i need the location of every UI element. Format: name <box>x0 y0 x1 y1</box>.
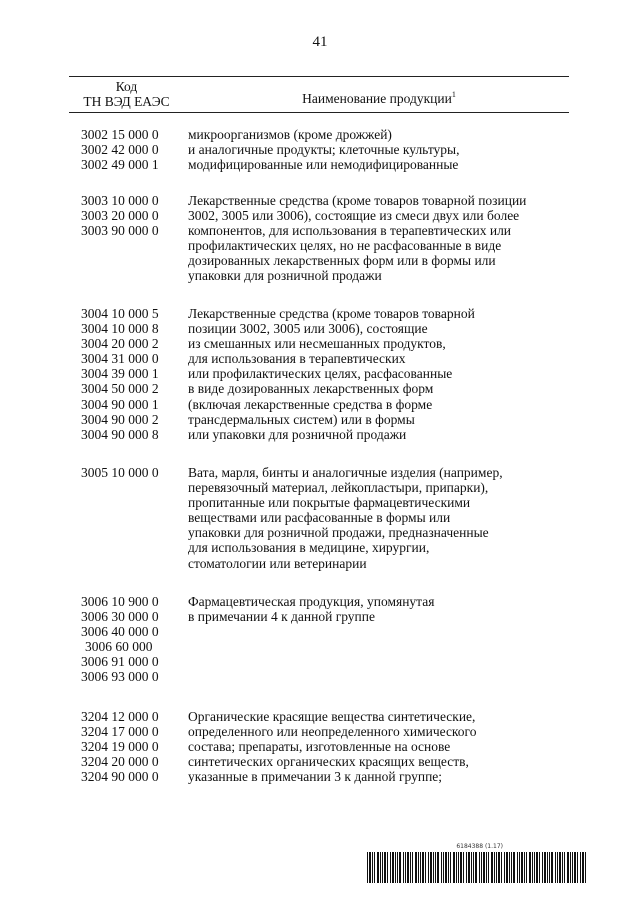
barcode-bar <box>574 852 576 883</box>
code-list <box>81 594 176 685</box>
description-line: Лекарственные средства (кроме товаров товарной <box>188 306 475 321</box>
barcode-bar <box>415 852 417 883</box>
tnved-code: 3204 90 000 0 <box>81 769 159 785</box>
barcode-bar <box>420 852 421 883</box>
description-line: в виде дозированных лекарственных форм <box>188 381 434 397</box>
barcode-bar <box>387 852 388 883</box>
description-line: в примечании 4 к данной группе <box>188 609 375 625</box>
description-line: компонентов, для использования в терапевтических или <box>188 223 512 239</box>
tnved-code: 3005 10 000 0 <box>81 465 159 480</box>
description-line: (включая лекарственные средства в форме <box>188 396 433 412</box>
code-list <box>81 465 176 480</box>
barcode-bar <box>486 852 487 883</box>
barcode-bar <box>539 852 540 883</box>
barcode-bar <box>382 852 383 883</box>
barcode-bar <box>443 852 444 883</box>
description-line: упаковки для розничной продажи, предназначенные <box>188 525 489 541</box>
description-line: и аналогичные продукты; клеточные культуры, <box>188 142 460 158</box>
barcode-bar <box>418 852 419 883</box>
tnved-code: 3204 17 000 0 <box>81 724 159 740</box>
barcode-bar <box>392 852 394 883</box>
barcode-bar <box>542 852 543 883</box>
code-list <box>81 306 176 442</box>
description-line: синтетических органических красящих веществ, <box>188 754 469 770</box>
tnved-code: 3004 10 000 8 <box>81 321 159 337</box>
barcode-bar <box>567 852 569 883</box>
tnved-code: 3003 20 000 0 <box>81 208 159 224</box>
barcode-bar <box>488 852 489 883</box>
barcode-bar <box>562 852 563 883</box>
tnved-code: 3004 31 000 0 <box>81 351 159 367</box>
description-line: позиции 3002, 3005 или 3006), состоящие <box>188 321 428 337</box>
barcode-bar <box>481 852 482 883</box>
code-list <box>81 709 176 784</box>
description-line: Органические красящие вещества синтетические, <box>188 709 476 724</box>
barcode-bar <box>551 852 553 883</box>
barcode-bar <box>479 852 480 883</box>
barcode-bar <box>585 852 586 883</box>
barcode-bar <box>473 852 474 883</box>
barcode-bar <box>572 852 573 883</box>
barcode-bar <box>372 852 373 883</box>
description-line: Фармацевтическая продукция, упомянутая <box>188 594 435 609</box>
description-line: веществами или расфасованные в формы или <box>188 510 451 526</box>
product-description <box>188 709 568 784</box>
header-footnote-marker: 1 <box>451 90 456 99</box>
barcode-bar <box>374 852 375 883</box>
barcode-bar <box>547 852 548 883</box>
barcode-bar <box>428 852 429 883</box>
barcode-bar <box>390 852 391 883</box>
barcode-bar <box>441 852 442 883</box>
barcode-bar <box>532 852 533 883</box>
tnved-code: 3004 50 000 2 <box>81 381 159 397</box>
header-code-line1: Код <box>115 79 138 94</box>
product-description <box>188 306 568 442</box>
barcode-bar <box>511 852 512 883</box>
description-line: трансдермальных систем) или в формы <box>188 411 415 427</box>
description-line: или профилактических целях, расфасованные <box>188 366 453 382</box>
product-description <box>188 465 568 571</box>
barcode-bar <box>504 852 505 883</box>
barcode-bar <box>466 852 467 883</box>
barcode-bar <box>395 852 396 883</box>
product-description <box>188 594 568 624</box>
barcode-icon <box>367 852 588 883</box>
barcode-bar <box>369 852 371 883</box>
barcode-number: 6184388 (1.17) <box>456 843 503 850</box>
barcode-bar <box>397 852 398 883</box>
barcode-bar <box>407 852 409 883</box>
barcode-bar <box>399 852 401 883</box>
description-line: из смешанных или несмешанных продуктов, <box>188 336 446 352</box>
barcode-bar <box>536 852 538 883</box>
barcode-bar <box>450 852 451 883</box>
barcode-bar <box>509 852 510 883</box>
barcode-bar <box>498 852 500 883</box>
description-line: профилактических целях, но не расфасованные в виде <box>188 238 502 254</box>
barcode-bar <box>570 852 571 883</box>
barcode-bar <box>460 852 462 883</box>
barcode <box>367 843 588 883</box>
description-line: пропитанные или покрытые фармацевтическими <box>188 495 471 511</box>
barcode-bar <box>437 852 439 883</box>
product-description <box>188 127 568 172</box>
tnved-code: 3004 39 000 1 <box>81 366 159 382</box>
barcode-bar <box>430 852 432 883</box>
barcode-bar <box>501 852 502 883</box>
barcode-bar <box>496 852 497 883</box>
barcode-bar <box>513 852 515 883</box>
tnved-code: 3006 10 900 0 <box>81 594 159 609</box>
barcode-bar <box>557 852 558 883</box>
barcode-bar <box>506 852 508 883</box>
barcode-bar <box>410 852 411 883</box>
description-line: состава; препараты, изготовленные на основе <box>188 739 451 755</box>
tnved-code: 3002 49 000 1 <box>81 157 159 173</box>
description-line: или упаковки для розничной продажи <box>188 426 407 442</box>
barcode-bar <box>582 852 584 883</box>
tnved-code: 3006 91 000 0 <box>81 654 159 670</box>
table-header <box>69 76 569 113</box>
tnved-code: 3204 19 000 0 <box>81 739 159 755</box>
barcode-bar <box>549 852 550 883</box>
tnved-code: 3004 10 000 5 <box>81 306 159 321</box>
barcode-bar <box>494 852 495 883</box>
barcode-bar <box>367 852 368 883</box>
tnved-code: 3204 12 000 0 <box>81 709 159 724</box>
description-line: для использования в медицине, хирургии, <box>188 540 430 556</box>
barcode-bar <box>453 852 455 883</box>
tnved-code: 3204 20 000 0 <box>81 754 159 770</box>
barcode-bar <box>524 852 525 883</box>
barcode-bar <box>580 852 581 883</box>
barcode-bar <box>555 852 556 883</box>
barcode-bar <box>380 852 381 883</box>
header-name-label: Наименование продукции <box>302 91 452 106</box>
description-line: определенного или неопределенного химического <box>188 724 477 740</box>
description-line: упаковки для розничной продажи <box>188 268 382 284</box>
description-line: указанные в примечании 3 к данной группе; <box>188 769 443 785</box>
barcode-bar <box>521 852 523 883</box>
description-line: перевязочный материал, лейкопластыри, припарки), <box>188 480 489 496</box>
barcode-bar <box>445 852 447 883</box>
barcode-bar <box>412 852 413 883</box>
barcode-bar <box>433 852 434 883</box>
tnved-code: 3002 42 000 0 <box>81 142 159 158</box>
barcode-bar <box>564 852 565 883</box>
description-line: дозированных лекарственных форм или в формы или <box>188 253 496 269</box>
barcode-bar <box>529 852 531 883</box>
description-line: микроорганизмов (кроме дрожжей) <box>188 127 392 142</box>
barcode-bar <box>448 852 449 883</box>
barcode-bar <box>405 852 406 883</box>
product-table <box>69 76 569 113</box>
tnved-code: 3003 10 000 0 <box>81 193 159 208</box>
code-list <box>81 127 176 172</box>
barcode-bar <box>577 852 578 883</box>
description-line: Вата, марля, бинты и аналогичные изделия (например, <box>188 465 503 480</box>
barcode-bar <box>544 852 546 883</box>
barcode-bar <box>403 852 404 883</box>
barcode-bar <box>471 852 472 883</box>
page-number: 41 <box>312 34 328 50</box>
barcode-bar <box>483 852 485 883</box>
header-code-line2: ТН ВЭД ЕАЭС <box>83 94 170 109</box>
barcode-bar <box>468 852 470 883</box>
barcode-bar <box>377 852 379 883</box>
tnved-code: 3006 40 000 0 <box>81 624 159 640</box>
description-line: стоматологии или ветеринарии <box>188 555 367 571</box>
barcode-bar <box>491 852 493 883</box>
barcode-bar <box>519 852 520 883</box>
barcode-bar <box>458 852 459 883</box>
product-description <box>188 193 568 284</box>
barcode-bar <box>384 852 386 883</box>
tnved-code: 3006 30 000 0 <box>81 609 159 625</box>
barcode-bar <box>425 852 426 883</box>
barcode-bar <box>534 852 535 883</box>
tnved-code: 3002 15 000 0 <box>81 127 159 142</box>
barcode-bar <box>526 852 527 883</box>
barcode-bar <box>422 852 424 883</box>
description-line: для использования в терапевтических <box>188 351 406 367</box>
barcode-bar <box>559 852 561 883</box>
barcode-bar <box>456 852 457 883</box>
tnved-code: 3006 93 000 0 <box>81 669 159 685</box>
tnved-code: 3004 90 000 1 <box>81 396 159 412</box>
description-line: 3002, 3005 или 3006), состоящие из смеси двух или более <box>188 208 520 224</box>
tnved-code: 3004 20 000 2 <box>81 336 159 352</box>
tnved-code: 3004 90 000 8 <box>81 426 159 442</box>
barcode-bar <box>435 852 436 883</box>
header-code-column <box>69 79 184 109</box>
description-line: Лекарственные средства (кроме товаров товарной позиции <box>188 193 527 208</box>
tnved-code: 3003 90 000 0 <box>81 223 159 239</box>
barcode-bar <box>475 852 477 883</box>
tnved-code: 3006 60 000 <box>85 639 153 655</box>
barcode-bar <box>463 852 464 883</box>
code-list <box>81 193 176 238</box>
header-name-column <box>189 87 569 106</box>
tnved-code: 3004 90 000 2 <box>81 411 159 427</box>
barcode-bar <box>517 852 518 883</box>
description-line: модифицированные или немодифицированные <box>188 157 459 173</box>
